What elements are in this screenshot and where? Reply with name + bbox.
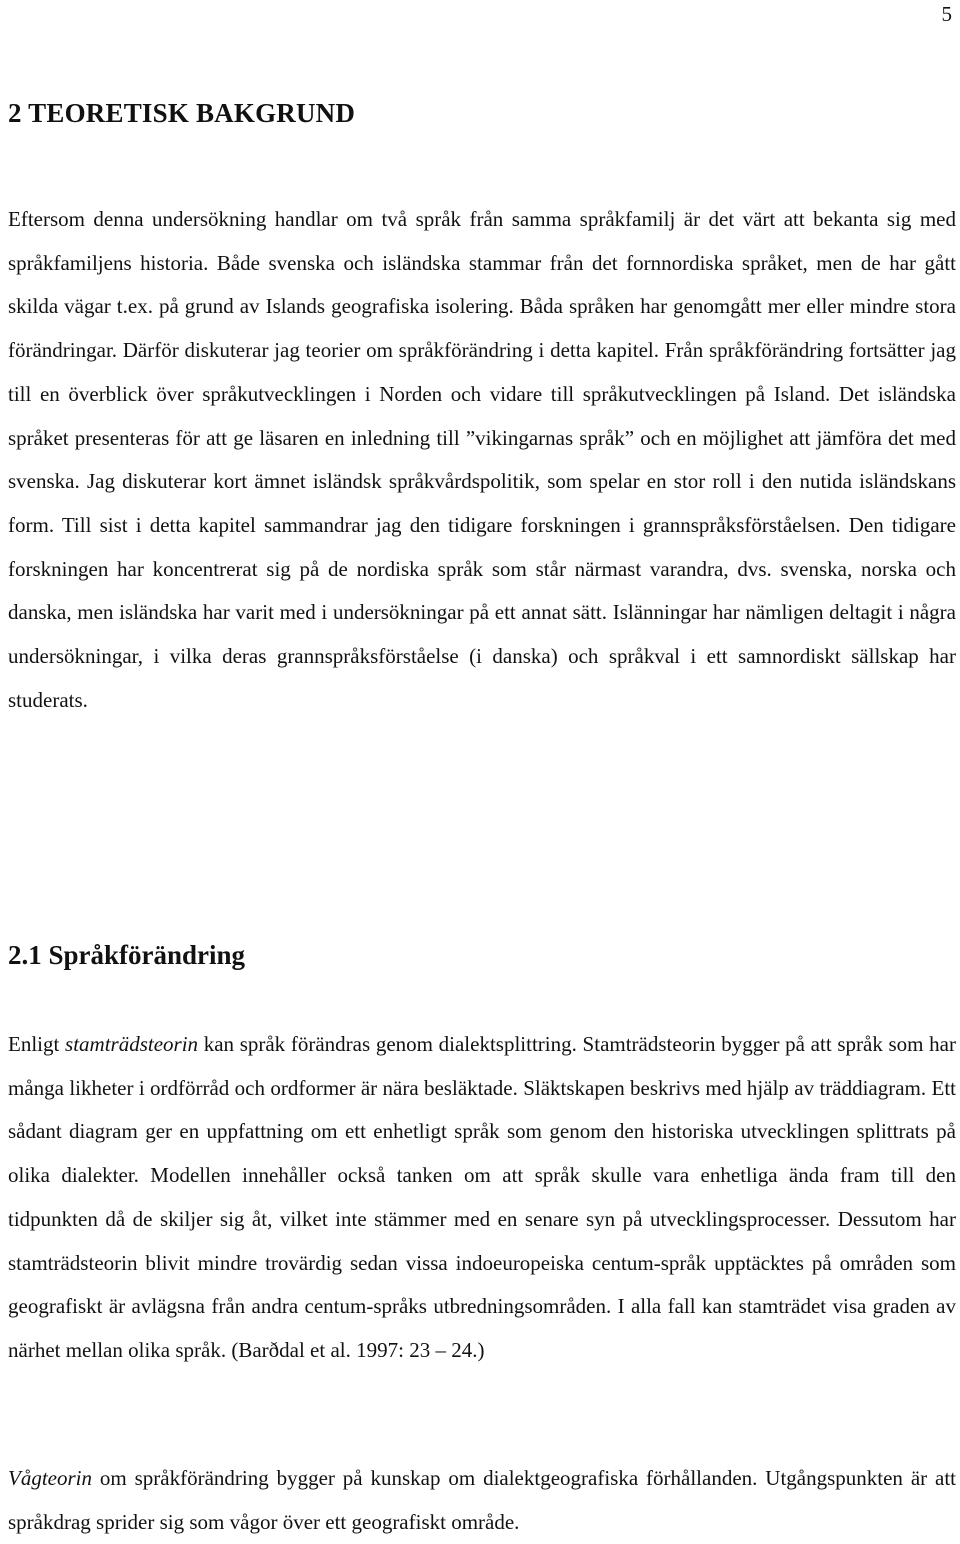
vagteori-paragraph: [8, 1457, 956, 1544]
page-number: 5: [941, 2, 952, 26]
subsection-heading: 2.1 Språkförändring: [8, 940, 246, 970]
stamtrad-paragraph: [8, 1023, 956, 1373]
section-heading: 2 TEORETISK BAKGRUND: [8, 98, 356, 128]
paragraph-body-text: kan språk förändras genom dialektsplittring. Stamträdsteorin bygger på att språk som har många likheter i ordförråd och ordformer är nära besläktade. Släktskapen beskrivs med hjälp av träddiagram. Ett sådant diagram ger en uppfattning om ett enhetligt språk som genom den historiska utvecklingen splittrats på olika dialekter. Modellen innehåller också tanken om att språk skulle vara enhetliga ända fram till den tidpunkten då de skiljer sig åt, vilket inte stämmer med en senare syn på utvecklingsprocesser. Dessutom har stamträdsteorin blivit mindre trovärdig sedan vissa indoeuropeiska centum-språk upptäcktes på områden som geografiskt är avlägsna från andra centum-språks utbredningsområden. I alla fall kan stamträdet visa graden av närhet mellan olika språk. (Barðdal et al. 1997: 23 – 24.): [8, 1032, 956, 1362]
italic-term-stamtradsteorin: stamträdsteorin: [65, 1032, 199, 1056]
italic-term-vagteorin: Vågteorin: [8, 1466, 92, 1490]
paragraph-lead-text: Enligt: [8, 1032, 66, 1056]
paragraph-body-text: om språkförändring bygger på kunskap om dialektgeografiska förhållanden. Utgångspunkten är att språkdrag sprider sig som vågor över ett geografiskt område.: [8, 1466, 956, 1534]
intro-paragraph: Eftersom denna undersökning handlar om två språk från samma språkfamilj är det värt att bekanta sig med språkfamiljens historia. Både svenska och isländska stammar från det fornnordiska språket, men de har gått skilda vägar t.ex. på grund av Islands geografiska isolering. Båda språken har genomgått mer eller mindre stora förändringar. Därför diskuterar jag teorier om språkförändring i detta kapitel. Från språkförändring fortsätter jag till en överblick över språkutvecklingen i Norden och vidare till språkutvecklingen på Island. Det isländska språket presenteras för att ge läsaren en inledning till ”vikingarnas språk” och en möjlighet att jämföra det med svenska. Jag diskuterar kort ämnet isländsk språkvårdspolitik, som spelar en stor roll i den nutida isländskans form. Till sist i detta kapitel sammandrar jag den tidigare forskningen i grannspråksförståelsen. Den tidigare forskningen har koncentrerat sig på de nordiska språk som står närmast varandra, dvs. svenska, norska och danska, men isländska har varit med i undersökningar på ett annat sätt. Islänningar har nämligen deltagit i några undersökningar, i vilka deras grannspråksförståelse (i danska) och språkval i ett samnordiskt sällskap har studerats.: [8, 207, 956, 712]
